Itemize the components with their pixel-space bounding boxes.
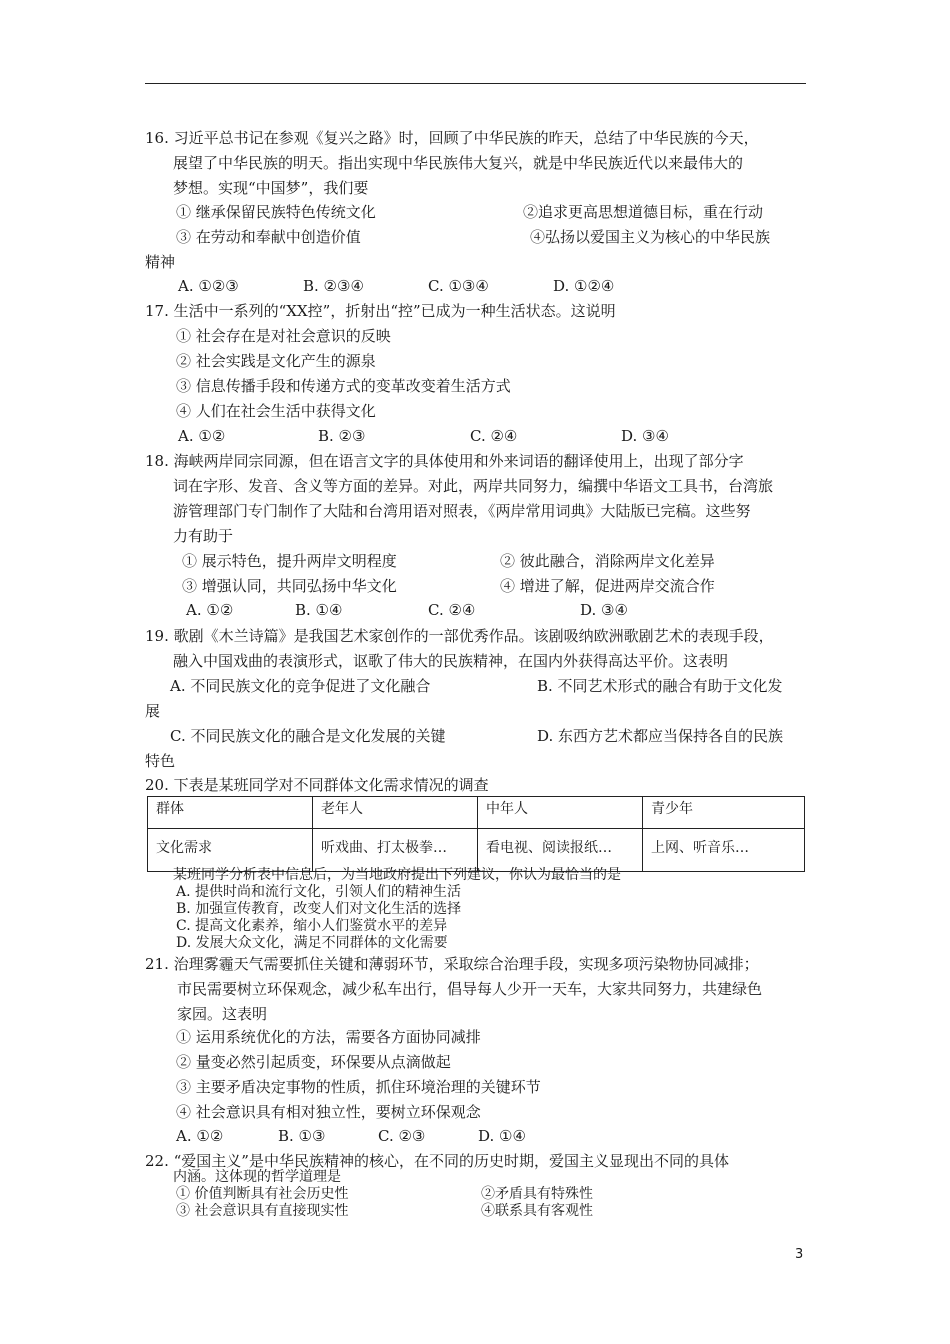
header-rule: [145, 83, 806, 84]
q19-option-c: C. 不同民族文化的融合是文化发展的关键: [170, 727, 446, 745]
q21-choice-b: B. ①③: [278, 1127, 326, 1145]
q18-stem-line1: 18. 海峡两岸同宗同源，但在语言文字的具体使用和外来词语的翻译使用上，出现了部分字: [145, 452, 744, 470]
q16-choice-c: C. ①③④: [428, 277, 489, 295]
q16-choice-a: A. ①②③: [178, 277, 239, 295]
q20-option-b: B. 加强宣传教育，改变人们对文化生活的选择: [176, 901, 462, 917]
q19-option-b: B. 不同艺术形式的融合有助于文化发: [537, 677, 783, 695]
table-cell: 中年人: [478, 797, 643, 829]
q16-choice-d: D. ①②④: [553, 277, 615, 295]
q16-option-1: ① 继承保留民族特色传统文化: [176, 203, 376, 221]
q21-option-4: ④ 社会意识具有相对独立性，要树立环保观念: [176, 1103, 481, 1121]
q21-choice-c: C. ②③: [378, 1127, 426, 1145]
q18-stem-line3: 游管理部门专门制作了大陆和台湾用语对照表，《两岸常用词典》大陆版已完稿。这些努: [173, 502, 751, 520]
q21-stem-line1: 21. 治理雾霾天气需要抓住关键和薄弱环节，采取综合治理手段，实现多项污染物协同减排；: [145, 955, 759, 973]
table-cell: 听戏曲、打太极拳…: [313, 829, 478, 872]
q18-option-4: ④ 增进了解，促进两岸交流合作: [500, 577, 715, 595]
q17-option-3: ③ 信息传播手段和传递方式的变革改变着生活方式: [176, 377, 511, 395]
q18-choice-c: C. ②④: [428, 601, 476, 619]
q18-choice-a: A. ①②: [186, 601, 234, 619]
q18-option-1: ① 展示特色，提升两岸文明程度: [182, 552, 397, 570]
q19-option-b-cont: 展: [145, 702, 161, 720]
table-cell: 文化需求: [148, 829, 313, 872]
q22-option-3: ③ 社会意识具有直接现实性: [176, 1203, 349, 1219]
q21-stem-line2: 市民需要树立环保观念，减少私车出行，倡导每人少开一天车，大家共同努力，共建绿色: [177, 980, 763, 998]
q21-option-2: ② 量变必然引起质变，环保要从点滴做起: [176, 1053, 451, 1071]
survey-table: [147, 796, 805, 872]
q18-choice-d: D. ③④: [580, 601, 628, 619]
q18-option-2: ② 彼此融合，消除两岸文化差异: [500, 552, 715, 570]
q17-choice-b: B. ②③: [318, 427, 366, 445]
q21-choice-a: A. ①②: [176, 1127, 224, 1145]
table-cell: 上网、听音乐…: [643, 829, 805, 872]
q19-option-d-cont: 特色: [145, 752, 176, 770]
q17-choice-c: C. ②④: [470, 427, 518, 445]
q19-stem-line1: 19. 歌剧《木兰诗篇》是我国艺术家创作的一部优秀作品。该剧吸纳欧洲歌剧艺术的表现手段，: [145, 627, 774, 645]
q17-choice-a: A. ①②: [178, 427, 226, 445]
q18-stem-line2: 词在字形、发音、含义等方面的差异。对此，两岸共同努力，编撰中华语文工具书，台湾旅: [173, 477, 774, 495]
q20-option-c: C. 提高文化素养，缩小人们鉴赏水平的差异: [176, 918, 448, 934]
q19-option-a: A. 不同民族文化的竞争促进了文化融合: [170, 677, 431, 695]
q16-option-4-cont: 精神: [145, 253, 176, 271]
table-row: [148, 829, 805, 872]
page-number: 3: [795, 1247, 804, 1262]
q17-stem: 17. 生活中一系列的“XX控”，折射出“控”已成为一种生活状态。这说明: [145, 302, 616, 320]
table-cell: 看电视、阅读报纸…: [478, 829, 643, 872]
q16-stem-line2: 展望了中华民族的明天。指出实现中华民族伟大复兴，就是中华民族近代以来最伟大的: [173, 154, 744, 172]
q16-option-2: ②追求更高思想道德目标，重在行动: [523, 203, 764, 221]
q17-option-2: ② 社会实践是文化产生的源泉: [176, 352, 376, 370]
q22-stem-line1: 22. “爱国主义”是中华民族精神的核心，在不同的历史时期，爱国主义显现出不同的具体: [145, 1152, 729, 1170]
q22-option-4: ④联系具有客观性: [481, 1203, 593, 1219]
q17-option-1: ① 社会存在是对社会意识的反映: [176, 327, 391, 345]
table-row: [148, 797, 805, 829]
q16-choice-b: B. ②③④: [303, 277, 364, 295]
q21-choice-d: D. ①④: [478, 1127, 526, 1145]
q20-prompt: 某班同学分析表中信息后，为当地政府提出下列建议，你认为最恰当的是: [173, 867, 621, 883]
q20-stem: 20. 下表是某班同学对不同群体文化需求情况的调查: [145, 776, 489, 794]
table-cell: 老年人: [313, 797, 478, 829]
q20-option-a: A. 提供时尚和流行文化，引领人们的精神生活: [176, 884, 462, 900]
q22-option-1: ① 价值判断具有社会历史性: [176, 1186, 349, 1202]
q17-choice-d: D. ③④: [621, 427, 669, 445]
q21-option-3: ③ 主要矛盾决定事物的性质，抓住环境治理的关键环节: [176, 1078, 541, 1096]
q16-stem-line3: 梦想。实现“中国梦”，我们要: [173, 179, 369, 197]
q18-stem-line4: 力有助于: [173, 527, 234, 545]
q21-option-1: ① 运用系统优化的方法，需要各方面协同减排: [176, 1028, 481, 1046]
table-cell: 青少年: [643, 797, 805, 829]
q16-option-4: ④弘扬以爱国主义为核心的中华民族: [530, 228, 771, 246]
q19-option-d: D. 东西方艺术都应当保持各自的民族: [537, 727, 784, 745]
table-cell: 群体: [148, 797, 313, 829]
q21-stem-line3: 家园。这表明: [177, 1005, 268, 1023]
q20-option-d: D. 发展大众文化，满足不同群体的文化需要: [176, 935, 448, 951]
q19-stem-line2: 融入中国戏曲的表演形式，讴歌了伟大的民族精神，在国内外获得高达平价。这表明: [173, 652, 729, 670]
q18-choice-b: B. ①④: [295, 601, 343, 619]
q17-option-4: ④ 人们在社会生活中获得文化: [176, 402, 376, 420]
q16-option-3: ③ 在劳动和奉献中创造价值: [176, 228, 361, 246]
q22-option-2: ②矛盾具有特殊性: [481, 1186, 593, 1202]
q18-option-3: ③ 增强认同，共同弘扬中华文化: [182, 577, 397, 595]
q16-stem-line1: 16. 习近平总书记在参观《复兴之路》时，回顾了中华民族的昨天，总结了中华民族的今天，: [145, 129, 759, 147]
q22-stem-line2: 内涵。这体现的哲学道理是: [173, 1169, 341, 1185]
